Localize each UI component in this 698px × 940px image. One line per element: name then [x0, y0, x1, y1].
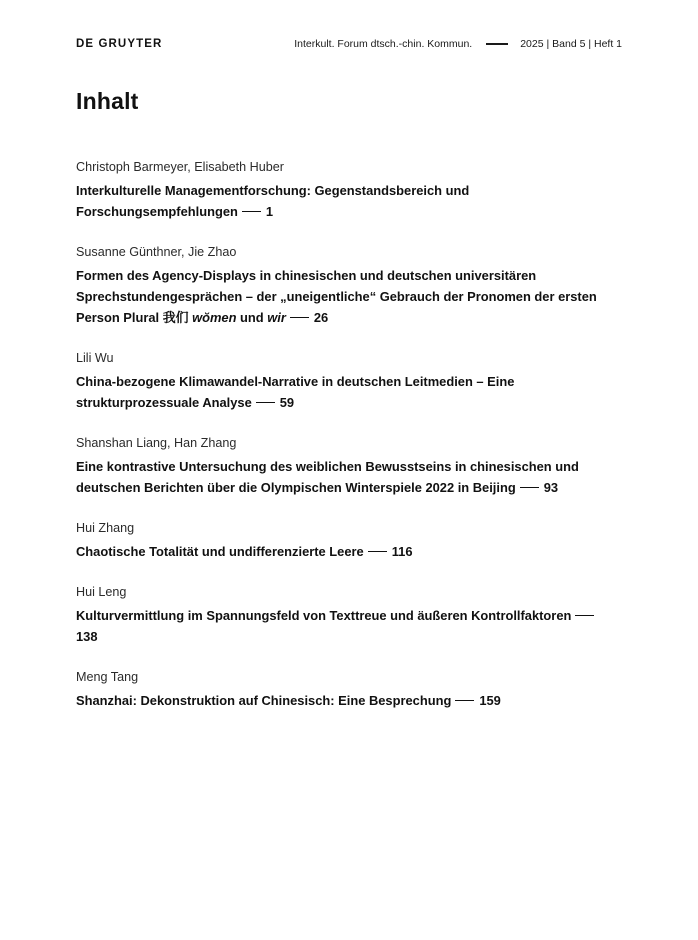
page-dash-icon	[455, 700, 474, 701]
page-title: Inhalt	[76, 88, 139, 114]
journal-title: Interkult. Forum dtsch.-chin. Kommun.	[294, 38, 473, 50]
toc-title	[76, 605, 604, 647]
toc-authors: Lili Wu	[76, 350, 114, 365]
toc-title-text: Formen des Agency-Displays in chinesischen und deutschen universitären Sprechstundengesprächen – der „uneigentliche“ Gebrauch der Pronomen der ersten Person Plural	[76, 267, 597, 325]
toc-title-chinese: 我们	[162, 309, 189, 325]
toc-entry[interactable]	[76, 668, 604, 711]
toc-entry[interactable]	[76, 349, 604, 413]
toc-title-conjunction: und	[236, 309, 268, 325]
rule-dash-icon	[486, 43, 508, 45]
toc-title-text: China-bezogene Klimawandel-Narrative in deutschen Leitmedien – Eine strukturprozessuale Analyse	[76, 373, 515, 410]
toc-title	[76, 541, 604, 562]
toc-title	[76, 371, 604, 413]
page-dash-icon	[256, 402, 275, 403]
page-dash-icon	[290, 317, 309, 318]
page-dash-icon	[368, 551, 387, 552]
toc-title	[76, 265, 604, 328]
toc-entry[interactable]	[76, 158, 604, 222]
page-dash-icon	[575, 615, 594, 616]
toc-title-text: Eine kontrastive Untersuchung des weiblichen Bewusstseins in chinesischen und deutschen Berichten über die Olympischen Winterspiele 2022 in Beijing	[76, 458, 579, 495]
table-of-contents	[76, 158, 604, 732]
toc-title-german-pronoun: wir	[267, 309, 286, 325]
toc-authors: Hui Zhang	[76, 520, 135, 535]
toc-entry[interactable]	[76, 519, 604, 562]
toc-entry[interactable]	[76, 434, 604, 498]
toc-page-number: 116	[391, 543, 413, 559]
issue-info: 2025 | Band 5 | Heft 1	[520, 38, 622, 50]
toc-title-text: Chaotische Totalität und undifferenzierte Leere	[76, 543, 364, 559]
toc-page-number: 1	[265, 203, 274, 219]
toc-entry[interactable]	[76, 583, 604, 647]
running-head	[76, 38, 622, 58]
toc-page-number: 93	[543, 479, 559, 495]
toc-page-number: 59	[279, 394, 295, 410]
toc-authors: Meng Tang	[76, 669, 139, 684]
toc-title-text: Shanzhai: Dekonstruktion auf Chinesisch: Eine Besprechung	[76, 692, 452, 708]
page-dash-icon	[520, 487, 539, 488]
toc-title-pinyin: wŏmen	[192, 309, 237, 325]
publisher-logo: DE GRUYTER	[76, 38, 163, 50]
toc-page-number: 159	[479, 692, 501, 708]
toc-title-text: Kulturvermittlung im Spannungsfeld von Texttreue und äußeren Kontrollfaktoren	[76, 607, 572, 623]
toc-entry[interactable]	[76, 243, 604, 328]
page-dash-icon	[242, 211, 261, 212]
toc-authors: Christoph Barmeyer, Elisabeth Huber	[76, 160, 284, 174]
toc-page-number: 138	[76, 628, 98, 644]
toc-title	[76, 690, 604, 711]
running-head-right	[294, 38, 622, 50]
toc-authors: Shanshan Liang, Han Zhang	[76, 435, 237, 450]
toc-page-number: 26	[313, 309, 329, 325]
toc-title	[76, 180, 604, 222]
toc-authors: Susanne Günthner, Jie Zhao	[76, 244, 237, 259]
toc-authors: Hui Leng	[76, 584, 127, 599]
toc-title-text: Interkulturelle Managementforschung: Gegenstandsbereich und Forschungsempfehlungen	[76, 182, 470, 219]
toc-title	[76, 456, 604, 498]
